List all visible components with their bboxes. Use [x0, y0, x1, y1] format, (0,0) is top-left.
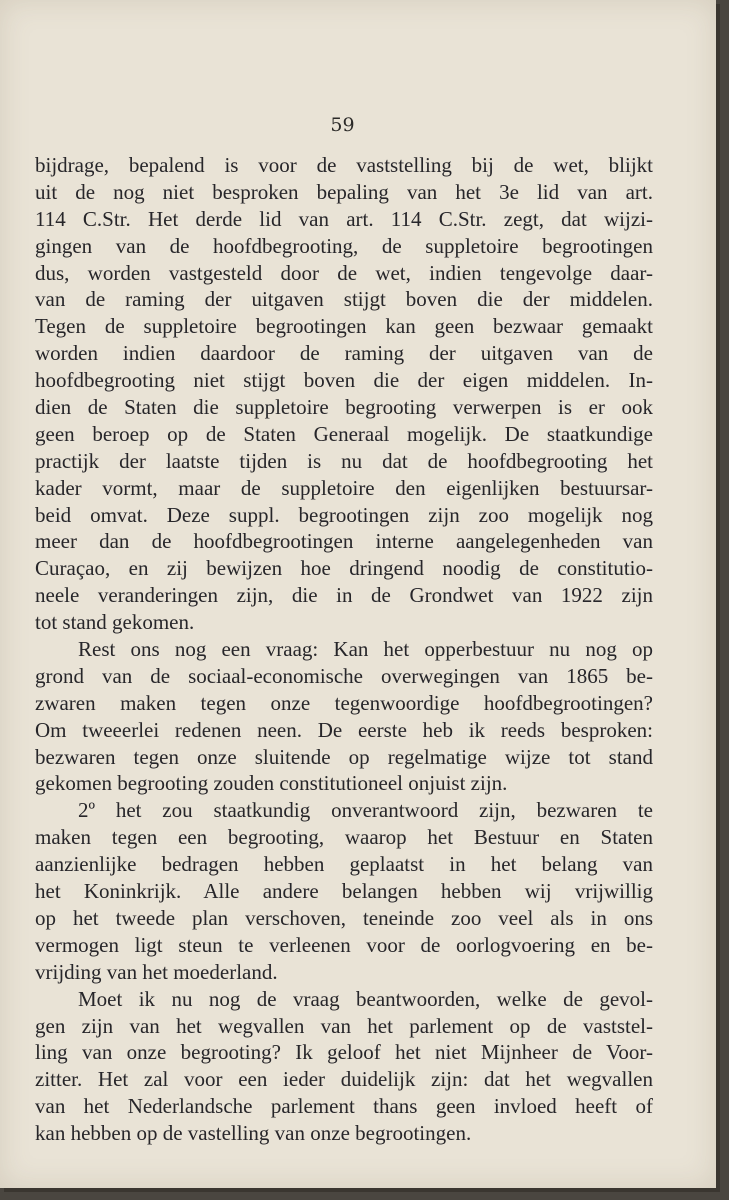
text-line: kader vormt, maar de suppletoire den eigenlijken bestuursar- [35, 475, 653, 500]
text-line: bezwaren tegen onze sluitende op regelmatige wijze tot stand [35, 744, 653, 769]
text-line: aanzienlijke bedragen hebben geplaatst in het belang van [35, 852, 653, 877]
text-line: gen zijn van het wegvallen van het parlement op de vaststel- [35, 1013, 653, 1038]
text-line: Curaçao, en zij bewijzen hoe dringend noodig de constitutio- [35, 556, 653, 581]
text-line: 114 C.Str. Het derde lid van art. 114 C.Str. zegt, dat wijzi- [35, 206, 653, 231]
text-line: 2º het zou staatkundig onverantwoord zijn, bezwaren te [78, 798, 653, 823]
text-line: kan hebben op de vastelling van onze begrootingen. [35, 1121, 472, 1146]
text-line: hoofdbegrooting niet stijgt boven die der eigen middelen. In- [35, 368, 653, 393]
text-line: het Koninkrijk. Alle andere belangen hebben wij vrijwillig [35, 879, 653, 904]
paragraph [35, 152, 653, 636]
text-line: Rest ons nog een vraag: Kan het opperbestuur nu nog op [78, 637, 653, 662]
text-line: worden indien daardoor de raming der uitgaven van de [35, 341, 653, 366]
paragraph [35, 636, 653, 797]
paragraph [35, 986, 653, 1147]
text-line: bijdrage, bepalend is voor de vaststelling bij de wet, blijkt [35, 153, 653, 177]
paragraph [35, 797, 653, 985]
text-line: Om tweeerlei redenen neen. De eerste heb ik reeds besproken: [35, 717, 653, 742]
text-line: van het Nederlandsche parlement thans geen invloed heeft of [35, 1094, 653, 1119]
text-line: vrijding van het moederland. [35, 959, 278, 984]
text-line: maken tegen een begrooting, waarop het Bestuur en Staten [35, 825, 653, 850]
text-line: geen beroep op de Staten Generaal mogelijk. De staatkundige [35, 421, 653, 446]
text-line: vermogen ligt steun te verleenen voor de oorlogvoering en be- [35, 932, 653, 957]
text-line: Tegen de suppletoire begrootingen kan geen bezwaar gemaakt [35, 314, 653, 339]
text-line: gekomen begrooting zouden constitutioneel onjuist zijn. [35, 771, 508, 796]
text-line: grond van de sociaal-economische overwegingen van 1865 be- [35, 663, 653, 688]
text-line: meer dan de hoofdbegrootingen interne aangelegenheden van [35, 529, 653, 554]
text-line: ling van onze begrooting? Ik geloof het niet Mijnheer de Voor- [35, 1040, 653, 1065]
text-line: practijk der laatste tijden is nu dat de hoofdbegrooting het [35, 448, 653, 473]
text-line: tot stand gekomen. [35, 610, 195, 635]
text-line: van de raming der uitgaven stijgt boven die der middelen. [35, 287, 653, 312]
text-line: dien de Staten die suppletoire begrooting verwerpen is er ook [35, 395, 653, 420]
text-line: uit de nog niet besproken bepaling van het 3e lid van art. [35, 179, 653, 204]
text-line: Moet ik nu nog de vraag beantwoorden, welke de gevol- [78, 986, 653, 1011]
body-text [35, 152, 653, 1147]
text-line: op het tweede plan verschoven, teneinde zoo veel als in ons [35, 905, 653, 930]
text-line: zitter. Het zal voor een ieder duidelijk zijn: dat het wegvallen [35, 1067, 653, 1092]
page-number: 59 [330, 114, 355, 136]
text-line: dus, worden vastgesteld door de wet, indien tengevolge daar- [35, 260, 653, 285]
text-line: zwaren maken tegen onze tegenwoordige hoofdbegrootingen? [35, 690, 653, 715]
text-line: beid omvat. Deze suppl. begrootingen zijn zoo mogelijk nog [35, 502, 653, 527]
text-line: gingen van de hoofdbegrooting, de suppletoire begrootingen [35, 233, 653, 258]
text-line: neele veranderingen zijn, die in de Grondwet van 1922 zijn [35, 583, 653, 608]
